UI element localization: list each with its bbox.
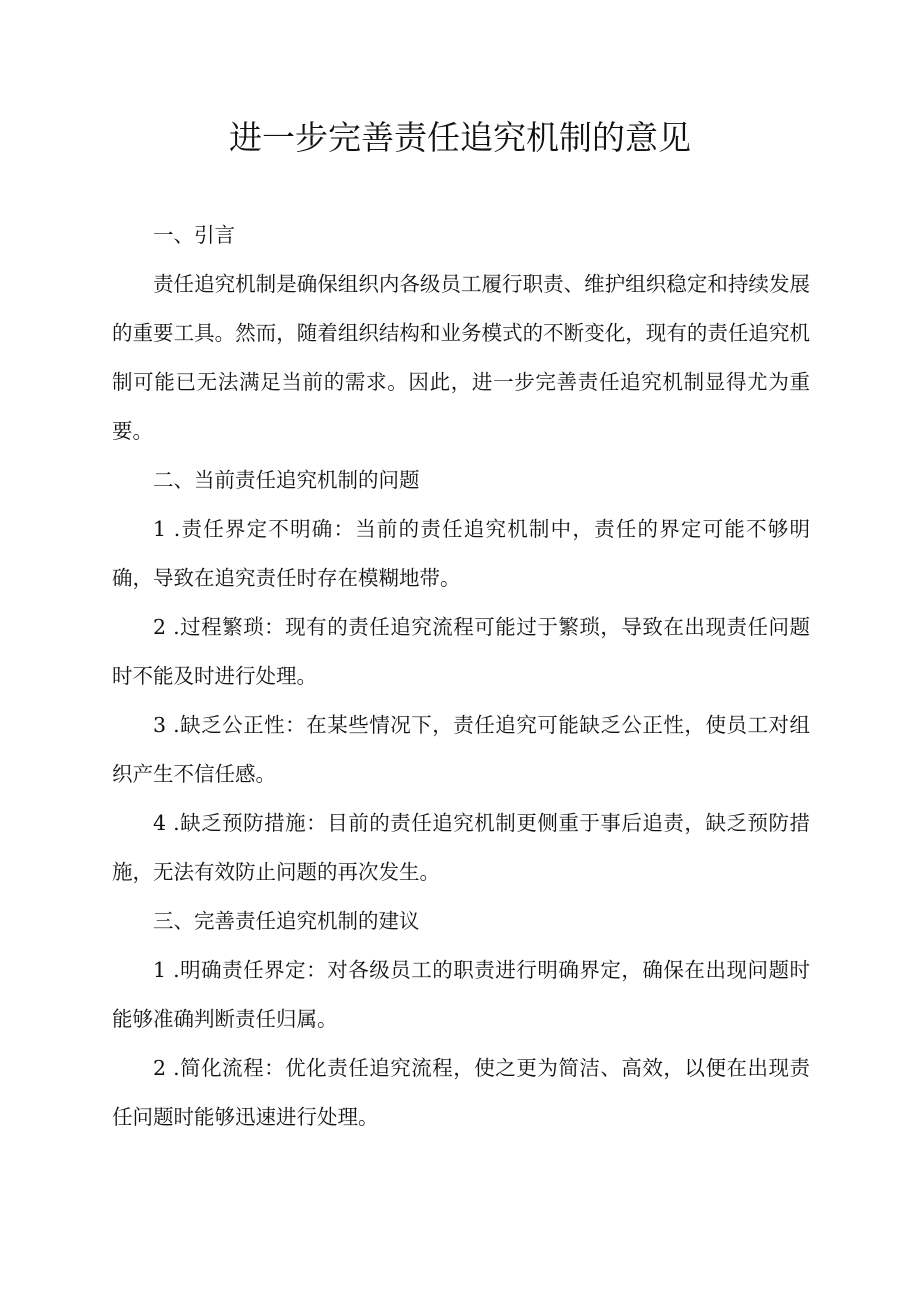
section-heading-suggestions: 三、完善责任追究机制的建议 xyxy=(153,909,420,933)
section-heading-problems: 二、当前责任追究机制的问题 xyxy=(153,468,420,492)
problem-item-2: 2 .过程繁琐：现有的责任追究流程可能过于繁琐，导致在出现责任问题时不能及时进行处理。 xyxy=(112,615,810,688)
problem-item-1: 1 .责任界定不明确：当前的责任追究机制中，责任的界定可能不够明确，导致在追究责任时存在模糊地带。 xyxy=(112,517,810,590)
document-body xyxy=(112,211,810,1142)
section-heading-intro: 一、引言 xyxy=(153,223,235,247)
document-title: 进一步完善责任追究机制的意见 xyxy=(229,118,691,157)
problem-item-3: 3 .缺乏公正性：在某些情况下，责任追究可能缺乏公正性，使员工对组织产生不信任感。 xyxy=(112,713,810,786)
suggestion-item-1: 1 .明确责任界定：对各级员工的职责进行明确界定，确保在出现问题时能够准确判断责任归属。 xyxy=(112,958,810,1031)
problem-item-4: 4 .缺乏预防措施：目前的责任追究机制更侧重于事后追责，缺乏预防措施，无法有效防止问题的再次发生。 xyxy=(112,811,810,884)
intro-paragraph: 责任追究机制是确保组织内各级员工履行职责、维护组织稳定和持续发展的重要工具。然而，随着组织结构和业务模式的不断变化，现有的责任追究机制可能已无法满足当前的需求。因此，进一步完善责任追究机制显得尤为重要。 xyxy=(112,272,810,443)
suggestion-item-2: 2 .简化流程：优化责任追究流程，使之更为简洁、高效，以便在出现责任问题时能够迅速进行处理。 xyxy=(112,1056,810,1129)
